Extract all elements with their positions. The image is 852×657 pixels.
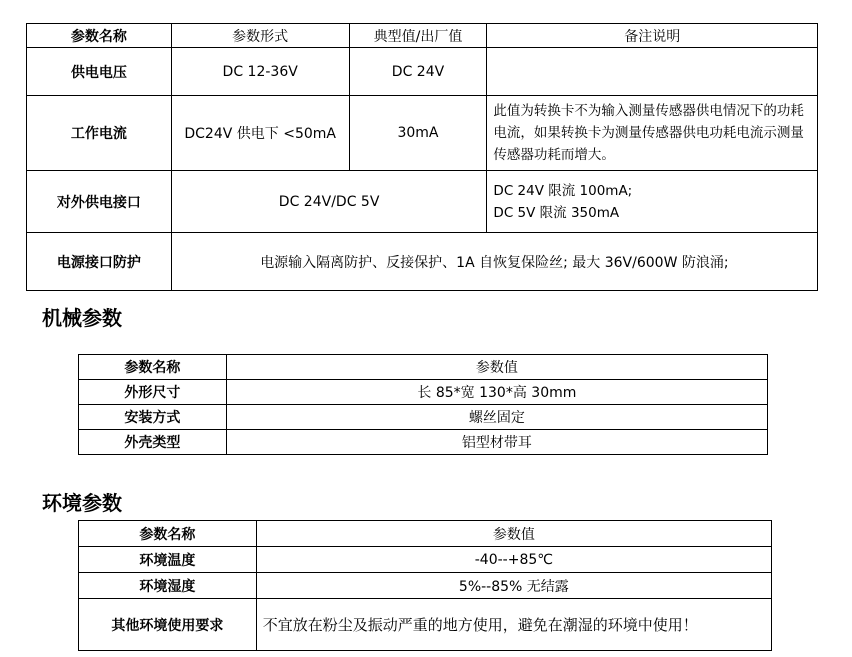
external-supply-note-line2: DC 5V 限流 350mA (493, 204, 620, 221)
table-row (79, 599, 772, 651)
table-row (27, 233, 818, 291)
row-label-external-supply: 对外供电接口 (27, 171, 172, 233)
other-requirements-value: 不宜放在粉尘及振动严重的地方使用，避免在潮湿的环境中使用！ (256, 599, 771, 651)
mechanical-parameters-table (78, 354, 768, 455)
environment-heading: 环境参数 (42, 491, 122, 515)
header-param-name: 参数名称 (27, 24, 172, 48)
housing-value: 铝型材带耳 (226, 430, 767, 455)
external-supply-value: DC 24V/DC 5V (171, 171, 487, 233)
row-label-humidity: 环境湿度 (79, 573, 257, 599)
power-parameters-table (26, 23, 818, 291)
row-label-dimensions: 外形尺寸 (79, 380, 227, 405)
table-row (79, 430, 768, 455)
row-label-supply-voltage: 供电电压 (27, 48, 172, 96)
table-header-row (27, 24, 818, 48)
installation-value: 螺丝固定 (226, 405, 767, 430)
table-row (27, 48, 818, 96)
humidity-value: 5%--85% 无结露 (256, 573, 771, 599)
table-row (27, 96, 818, 171)
row-label-other-requirements: 其他环境使用要求 (79, 599, 257, 651)
mechanical-heading: 机械参数 (42, 306, 122, 330)
table-row (79, 405, 768, 430)
environment-parameters-table (78, 520, 772, 651)
header-remarks: 备注说明 (487, 24, 818, 48)
working-current-note: 此值为转换卡不为输入测量传感器供电情况下的功耗电流，如果转换卡为测量传感器供电功耗电流示测量传感器功耗而增大。 (487, 96, 818, 171)
header-param-value: 参数值 (226, 355, 767, 380)
table-row (27, 171, 818, 233)
header-param-form: 参数形式 (171, 24, 349, 48)
header-param-name: 参数名称 (79, 521, 257, 547)
table-row (79, 380, 768, 405)
working-current-typical: 30mA (349, 96, 487, 171)
working-current-form: DC24V 供电下 <50mA (171, 96, 349, 171)
external-supply-note (487, 171, 818, 233)
temperature-value: -40--+85℃ (256, 547, 771, 573)
table-row (79, 547, 772, 573)
row-label-installation: 安装方式 (79, 405, 227, 430)
supply-voltage-form: DC 12-36V (171, 48, 349, 96)
supply-voltage-typical: DC 24V (349, 48, 487, 96)
protection-value: 电源输入隔离防护、反接保护、1A 自恢复保险丝; 最大 36V/600W 防浪涌; (171, 233, 817, 291)
supply-voltage-note (487, 48, 818, 96)
dimensions-value: 长 85*宽 130*高 30mm (226, 380, 767, 405)
table-header-row (79, 521, 772, 547)
table-header-row (79, 355, 768, 380)
row-label-protection: 电源接口防护 (27, 233, 172, 291)
row-label-working-current: 工作电流 (27, 96, 172, 171)
external-supply-note-line1: DC 24V 限流 100mA; (493, 182, 633, 199)
row-label-temperature: 环境温度 (79, 547, 257, 573)
row-label-housing: 外壳类型 (79, 430, 227, 455)
header-param-value: 参数值 (256, 521, 771, 547)
table-row (79, 573, 772, 599)
header-param-name: 参数名称 (79, 355, 227, 380)
header-typical-value: 典型值/出厂值 (349, 24, 487, 48)
